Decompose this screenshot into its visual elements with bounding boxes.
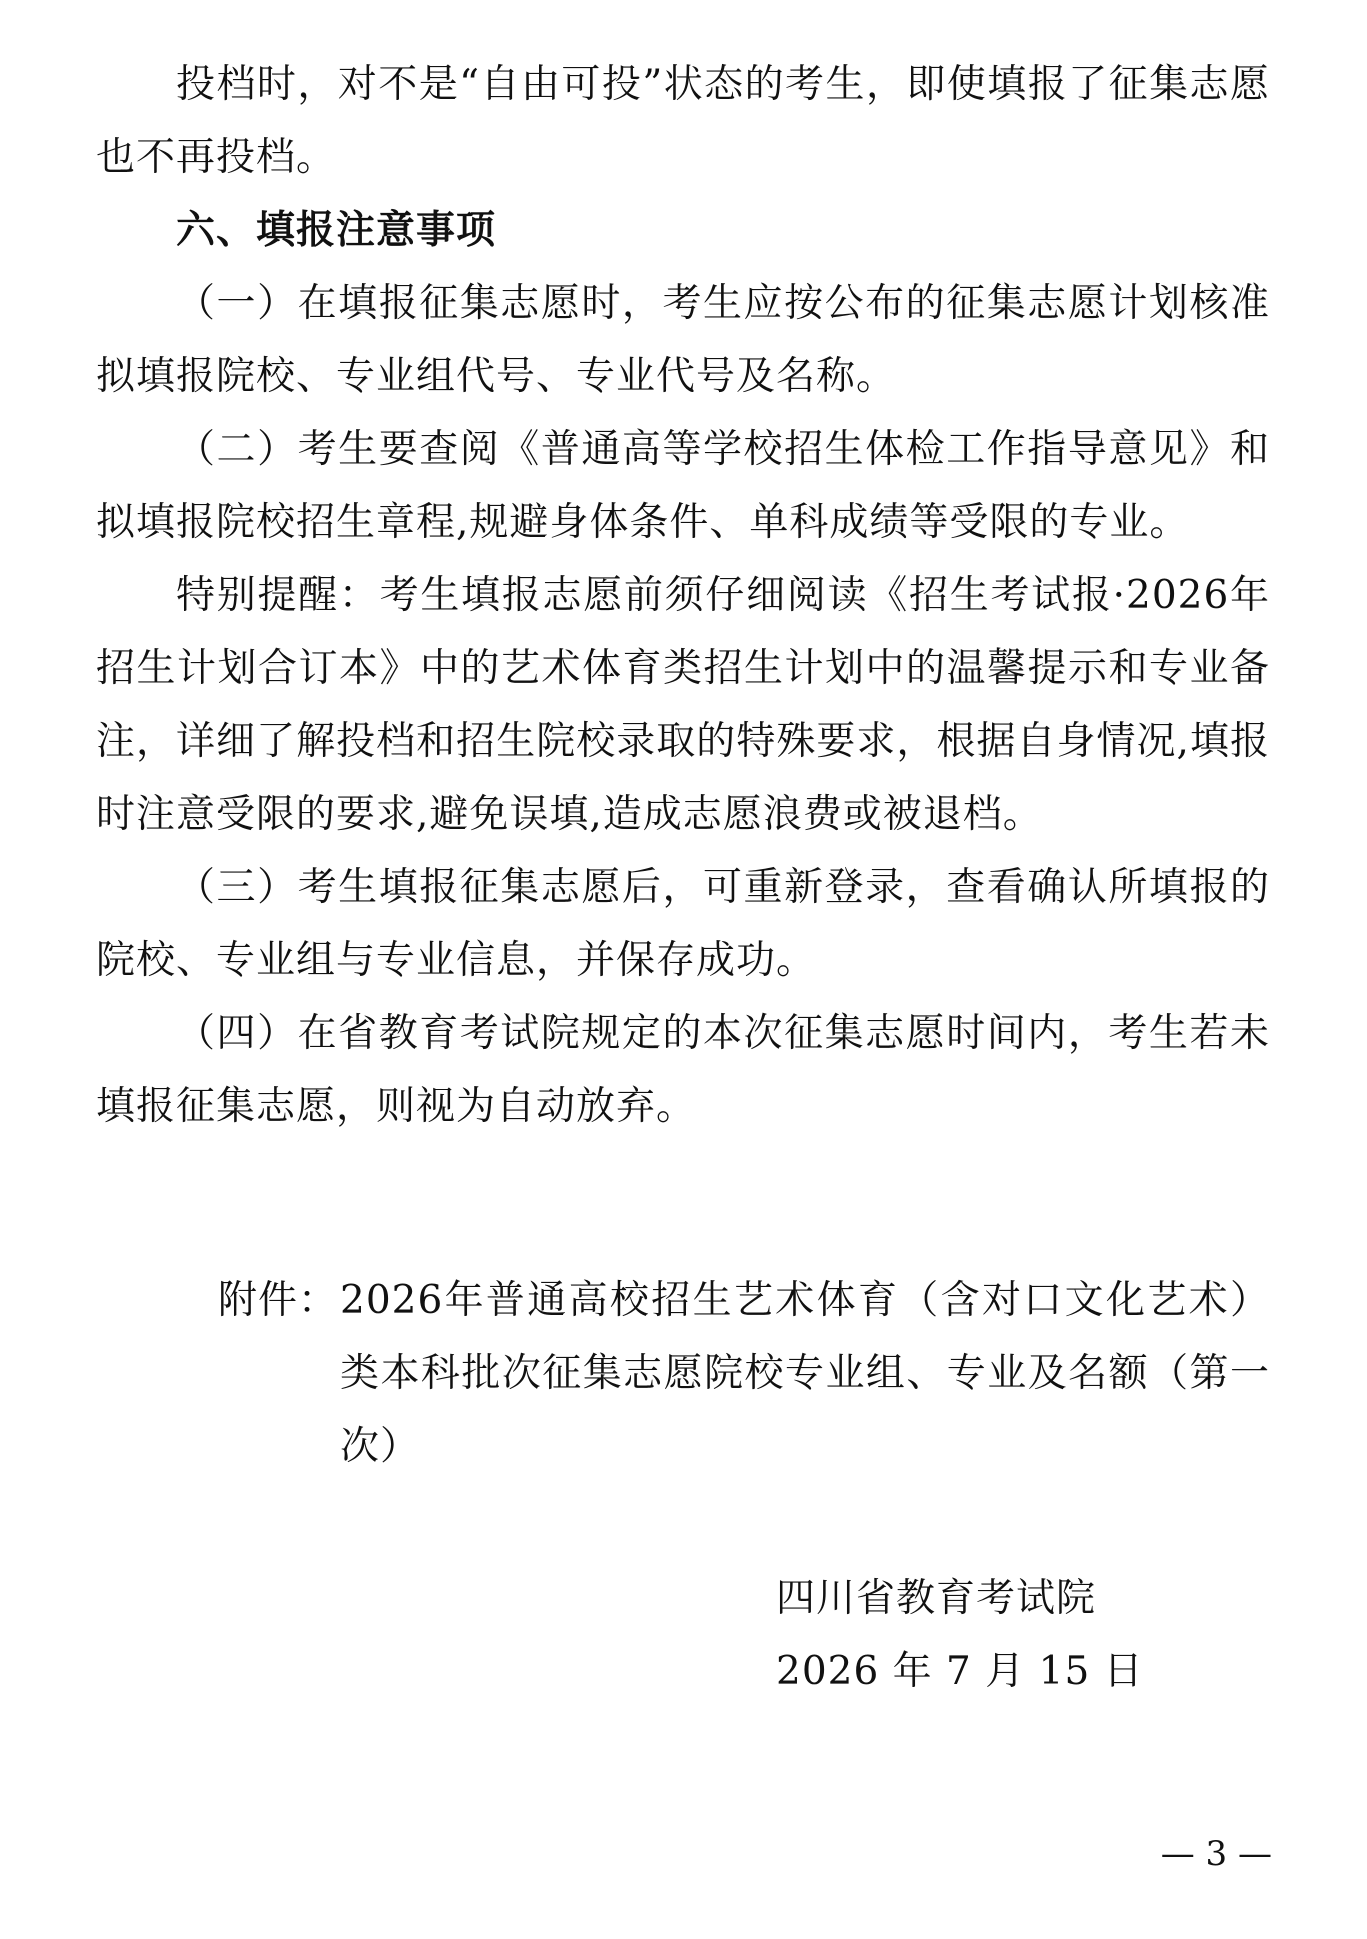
note-item-3: （三）考生填报征集志愿后，可重新登录，查看确认所填报的院校、专业组与专业信息，并保存成功。 <box>96 865 1270 983</box>
special-reminder: 特别提醒：考生填报志愿前须仔细阅读《招生考试报·2026年招生计划合订本》中的艺术体育类招生计划中的温馨提示和专业备注，详细了解投档和招生院校录取的特殊要求，根据自身情况,填报时注意受限的要求,避免误填,造成志愿浪费或被退档。 <box>96 573 1270 837</box>
attachment-section <box>218 1264 1270 1483</box>
issue-date: 2026 年 7 月 15 日 <box>776 1649 1144 1694</box>
issuing-organization: 四川省教育考试院 <box>776 1576 1097 1621</box>
note-item-4: （四）在省教育考试院规定的本次征集志愿时间内，考生若未填报征集志愿，则视为自动放弃。 <box>96 1011 1270 1129</box>
attachment-label: 附件： <box>218 1278 339 1323</box>
attachment-title: 2026年普通高校招生艺术体育（含对口文化艺术）类本科批次征集志愿院校专业组、专业及名额（第一次） <box>340 1278 1270 1469</box>
note-item-1: （一）在填报征集志愿时，考生应按公布的征集志愿计划核准拟填报院校、专业组代号、专业代号及名称。 <box>96 281 1270 399</box>
signature-block <box>776 1562 1144 1708</box>
note-item-2: （二）考生要查阅《普通高等学校招生体检工作指导意见》和拟填报院校招生章程,规避身体条件、单科成绩等受限的专业。 <box>96 427 1270 545</box>
body-paragraph-1: 投档时，对不是“自由可投”状态的考生，即使填报了征集志愿也不再投档。 <box>96 62 1270 180</box>
page-number: — 3 — <box>1160 1834 1272 1874</box>
section-heading-6: 六、填报注意事项 <box>176 208 497 253</box>
document-body <box>96 48 1270 1143</box>
